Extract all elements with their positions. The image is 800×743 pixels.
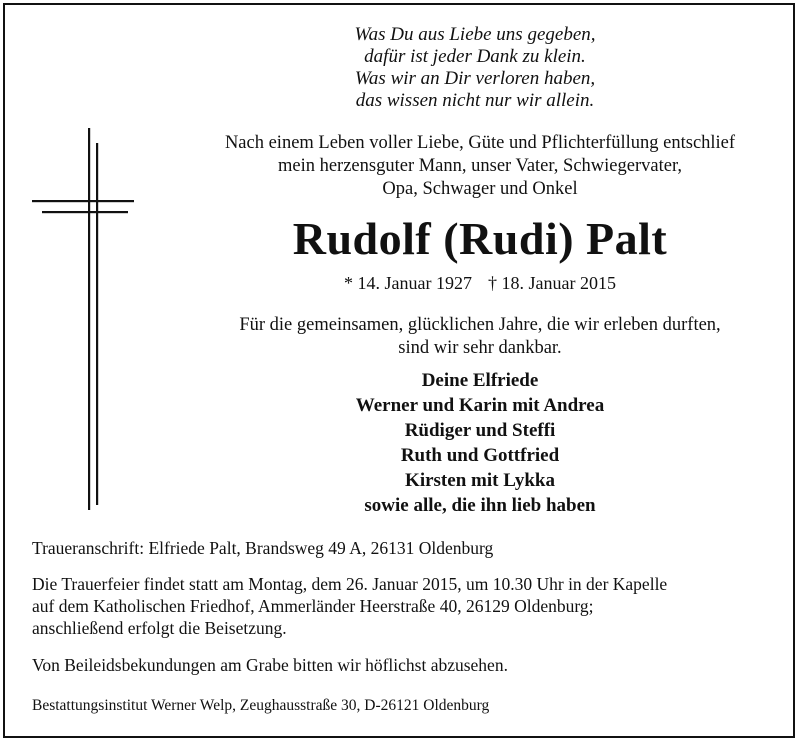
undertaker-info: Bestattungsinstitut Werner Welp, Zeughausstraße 30, D-26121 Oldenburg — [32, 697, 490, 714]
mourner: Rüdiger und Steffi — [404, 420, 556, 441]
mourner: Deine Elfriede — [421, 370, 539, 391]
condolence-note: Von Beileidsbekundungen am Grabe bitten wir höflichst abzusehen. — [32, 655, 508, 675]
mourner: Kirsten mit Lykka — [405, 470, 555, 491]
poem-line: Was wir an Dir verloren haben, — [354, 68, 596, 89]
cross-icon — [28, 128, 138, 510]
mourner: sowie alle, die ihn lieb haben — [364, 495, 596, 516]
intro-text — [180, 132, 780, 201]
poem — [200, 24, 750, 112]
intro-line: mein herzensguter Mann, unser Vater, Schwiegervater, — [277, 156, 682, 176]
poem-line: das wissen nicht nur wir allein. — [355, 90, 595, 111]
mourning-address: Traueranschrift: Elfriede Palt, Brandsweg 49 A, 26131 Oldenburg — [32, 538, 494, 558]
mourner: Ruth und Gottfried — [400, 445, 560, 466]
ceremony-line: Die Trauerfeier findet statt am Montag, dem 26. Januar 2015, um 10.30 Uhr in der Kapelle — [32, 574, 668, 594]
ceremony-line: anschließend erfolgt die Beisetzung. — [32, 618, 287, 638]
ceremony-info — [32, 573, 772, 639]
birth-date: * 14. Januar 1927 — [344, 273, 472, 293]
thanks-text — [180, 314, 780, 360]
life-dates — [180, 272, 780, 294]
mourner: Werner und Karin mit Andrea — [355, 395, 605, 416]
death-date: † 18. Januar 2015 — [488, 273, 616, 293]
thanks-line: sind wir sehr dankbar. — [398, 338, 562, 358]
thanks-line: Für die gemeinsamen, glücklichen Jahre, die wir erleben durften, — [239, 315, 721, 335]
poem-line: Was Du aus Liebe uns gegeben, — [354, 24, 596, 45]
intro-line: Opa, Schwager und Onkel — [382, 179, 578, 199]
poem-line: dafür ist jeder Dank zu klein. — [364, 46, 586, 67]
mourners-list — [180, 368, 780, 518]
deceased-name: Rudolf (Rudi) Palt — [292, 213, 668, 264]
intro-line: Nach einem Leben voller Liebe, Güte und Pflichterfüllung entschlief — [224, 133, 736, 153]
ceremony-line: auf dem Katholischen Friedhof, Ammerländer Heerstraße 40, 26129 Oldenburg; — [32, 596, 594, 616]
